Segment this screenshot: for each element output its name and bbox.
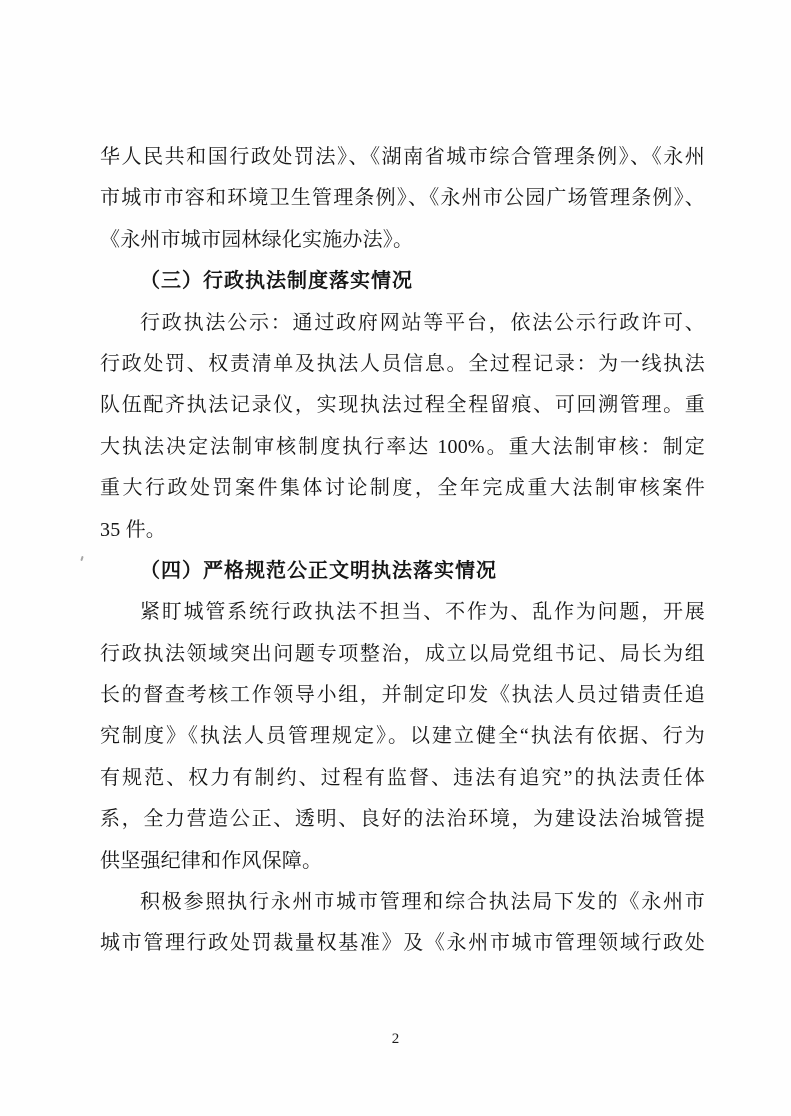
text-line: 有规范、权力有制约、过程有监督、违法有追究”的执法责任体 [100,766,705,789]
page-number: 2 [391,1031,400,1047]
text-line: 华人民共和国行政处罚法》、《湖南省城市综合管理条例》、《永州 [100,146,705,168]
text-line: 队伍配齐执法记录仪，实现执法过程全程留痕、可回溯管理。重 [100,394,705,417]
text-line: 行政处罚、权责清单及执法人员信息。全过程记录：为一线执法 [100,352,705,375]
text-line: 行政执法公示：通过政府网站等平台，依法公示行政许可、 [140,311,705,334]
text-line: 供坚强纪律和作风保障。 [100,849,323,872]
section-heading-4: （四）严格规范公正文明执法落实情况 [140,559,497,582]
scan-artifact-mark [80,556,83,561]
text-line: 积极参照执行永州市城市管理和综合执法局下发的《永州市 [140,891,705,914]
text-line: 系，全力营造公正、透明、良好的法治环境，为建设法治城管提 [100,808,705,831]
section-heading-3: （三）行政执法制度落实情况 [140,270,413,293]
text-line: 35 件。 [100,518,166,541]
text-line: 大执法决定法制审核制度执行率达 100%。重大法制审核：制定 [100,435,705,458]
text-line: 《永州市城市园林绿化实施办法》。 [100,228,414,251]
text-line: 长的督查考核工作领导小组，并制定印发《执法人员过错责任追 [100,684,705,707]
text-line: 市城市市容和环境卫生管理条例》、《永州市公园广场管理条例》、 [100,187,705,210]
document-body [100,137,705,965]
text-line: 行政执法领域突出问题专项整治，成立以局党组书记、局长为组 [100,642,705,665]
text-line: 究制度》《执法人员管理规定》。以建立健全“执法有依据、行为 [100,725,705,748]
text-line: 城市管理行政处罚裁量权基准》及《永州市城市管理领域行政处 [100,932,705,955]
text-line: 重大行政处罚案件集体讨论制度，全年完成重大法制审核案件 [100,477,705,500]
text-line: 紧盯城管系统行政执法不担当、不作为、乱作为问题，开展 [140,601,705,624]
